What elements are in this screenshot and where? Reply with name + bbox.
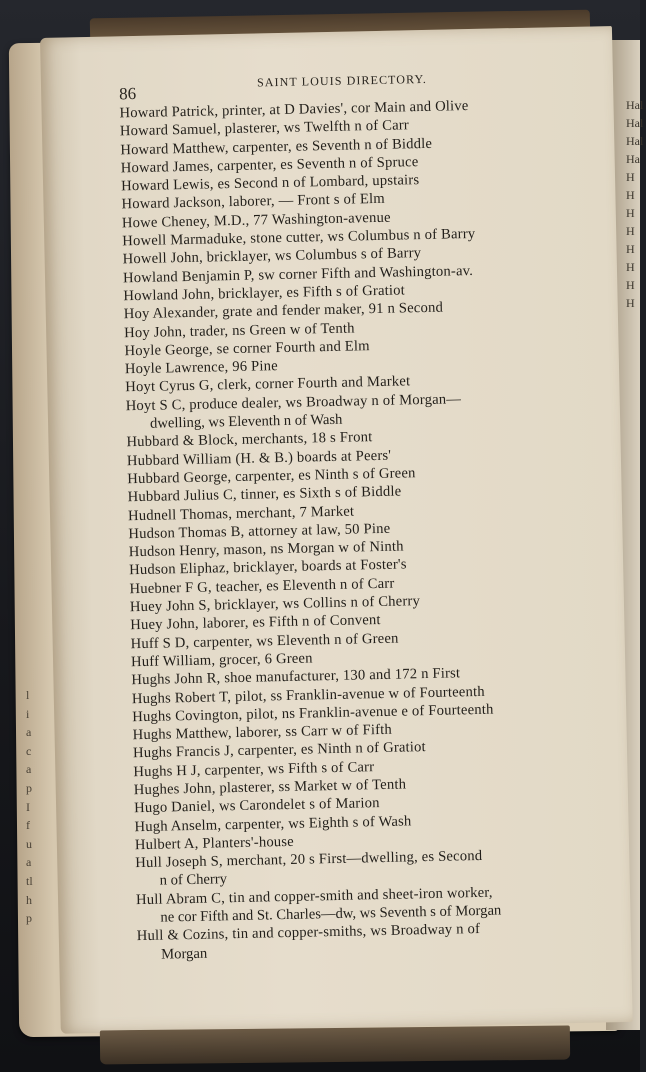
entry-text: Howell Marmaduke, stone cutter, ws Columbus n of Barry <box>122 226 476 250</box>
entry-text: Hubbard & Block, merchants, 18 s Front <box>126 429 373 451</box>
page-header-title: SAINT LOUIS DIRECTORY. <box>256 71 427 90</box>
left-fragment: c <box>26 743 32 758</box>
entry-text: Hoyt Cyrus G, clerk, corner Fourth and Market <box>125 373 411 396</box>
entry-text: Hubbard William (H. & B.) boards at Peers' <box>126 447 392 469</box>
entry-text: Hoyle George, se corner Fourth and Elm <box>124 338 370 360</box>
entry-text: Hulbert A, Planters'-house <box>134 833 295 854</box>
entry-text: Hugo Daniel, ws Carondelet s of Marion <box>133 795 380 817</box>
right-fragment: Ha <box>626 152 640 166</box>
left-fragment: I <box>26 799 30 814</box>
right-fragment: Hal <box>626 134 644 148</box>
entry-text: Hudson Eliphaz, bricklayer, boards at Foster's <box>129 556 407 579</box>
left-fragment: h <box>26 892 32 907</box>
right-fragment: H <box>626 170 635 184</box>
entry-text: Hudson Thomas B, attorney at law, 50 Pine <box>128 520 391 543</box>
left-fragment: a <box>26 762 32 777</box>
entry-text: Huff S D, carpenter, ws Eleventh n of Green <box>130 630 399 652</box>
entry-text: Howard Jackson, laborer, — Front s of Elm <box>121 191 385 213</box>
right-fragment: H <box>626 242 635 256</box>
entry-text: Hull Joseph S, merchant, 20 s First—dwelling, es Second <box>135 848 483 872</box>
entry-text: Hugh Anselm, carpenter, ws Eighth s of Wash <box>134 812 412 835</box>
entry-text: Hoy John, trader, ns Green w of Tenth <box>124 320 355 341</box>
right-fragment: Hal <box>626 98 644 112</box>
entry-text: Howland John, bricklayer, es Fifth s of Gratiot <box>123 282 406 305</box>
entry-text: Howe Cheney, M.D., 77 Washington-avenue <box>121 209 391 232</box>
entry-text: Howard Samuel, plasterer, ws Twelfth n of Carr <box>119 117 410 140</box>
entry-text: Howard James, carpenter, es Seventh n of Spruce <box>120 153 419 177</box>
right-fragment: H <box>626 224 635 238</box>
left-fragment: tl <box>26 873 33 888</box>
entry-text: Huff William, grocer, 6 Green <box>130 650 313 671</box>
entry-continuation: dwelling, ws Eleventh n of Wash <box>149 411 343 432</box>
left-fragment: a <box>26 725 32 740</box>
entry-text: Hughs Robert T, pilot, ss Franklin-avenue w of Fourteenth <box>131 683 485 707</box>
entry-text: Huey John, laborer, es Fifth n of Convent <box>130 612 381 634</box>
entry-text: Howard Lewis, es Second n of Lombard, upstairs <box>120 172 420 195</box>
left-margin-fragments <box>26 686 40 928</box>
entry-text: Hoyt S C, produce dealer, ws Broadway n of Morgan— <box>125 391 462 415</box>
directory-entries <box>119 94 627 964</box>
entry-continuation: ne cor Fifth and St. Charles—dw, ws Seventh s of Morgan <box>160 902 502 926</box>
entry-text: Hubbard Julius C, tinner, es Sixth s of Biddle <box>127 483 402 506</box>
entry-text: Hubbard George, carpenter, es Ninth s of Green <box>127 465 416 488</box>
right-fragment: H <box>626 278 635 292</box>
entry-text: Howard Patrick, printer, at D Davies', cor Main and Olive <box>119 98 469 122</box>
entry-text: Hull Abram C, tin and copper-smith and sheet-iron worker, <box>135 884 493 908</box>
entry-text: Hughs Matthew, laborer, ss Carr w of Fifth <box>132 721 393 744</box>
left-fragment: p <box>26 780 32 795</box>
page-number: 86 <box>118 83 137 104</box>
entry-text: Hughs H J, carpenter, ws Fifth s of Carr <box>133 758 375 780</box>
right-fragment: H <box>626 188 635 202</box>
directory-page <box>40 26 633 1034</box>
left-fragment: a <box>26 855 32 870</box>
left-fragment: u <box>26 836 32 851</box>
right-fragment: H <box>626 260 635 274</box>
entry-continuation: Morgan <box>161 945 208 963</box>
entry-text: Hudnell Thomas, merchant, 7 Market <box>127 503 355 524</box>
left-fragment: l <box>26 688 30 702</box>
entry-text: Howland Benjamin P, sw corner Fifth and Washington-av. <box>122 262 474 286</box>
right-fragment: Hal <box>626 116 644 130</box>
entry-text: Hughs John R, shoe manufacturer, 130 and 172 n First <box>131 665 461 689</box>
entry-text: Hull & Cozins, tin and copper-smiths, ws Broadway n of <box>136 921 481 945</box>
right-fragment: H <box>626 206 635 220</box>
entry-text: Hughes John, plasterer, ss Market w of Tenth <box>133 776 407 799</box>
left-fragment: f <box>26 818 30 833</box>
entry-text: Huey John S, bricklayer, ws Collins n of Cherry <box>129 593 421 616</box>
entry-text: Hudson Henry, mason, ns Morgan w of Ninth <box>128 538 404 561</box>
entry-text: Huebner F G, teacher, es Eleventh n of Carr <box>129 575 395 597</box>
entry-text: Howell John, bricklayer, ws Columbus s of Barry <box>122 245 422 268</box>
book-cover-bottom <box>100 1026 570 1065</box>
entry-text: Hoy Alexander, grate and fender maker, 91 n Second <box>123 299 444 323</box>
right-fragment: H <box>626 296 635 310</box>
entry-text: Hughs Francis J, carpenter, es Ninth n of Gratiot <box>132 739 427 762</box>
entry-text: Howard Matthew, carpenter, es Seventh n of Biddle <box>120 135 433 158</box>
left-fragment: p <box>26 911 32 926</box>
left-fragment: i <box>26 706 30 721</box>
entry-text: Hoyle Lawrence, 96 Pine <box>124 358 279 378</box>
entry-text: Hughs Covington, pilot, ns Franklin-avenue e of Fourteenth <box>132 701 494 726</box>
entry-continuation: n of Cherry <box>159 871 228 890</box>
